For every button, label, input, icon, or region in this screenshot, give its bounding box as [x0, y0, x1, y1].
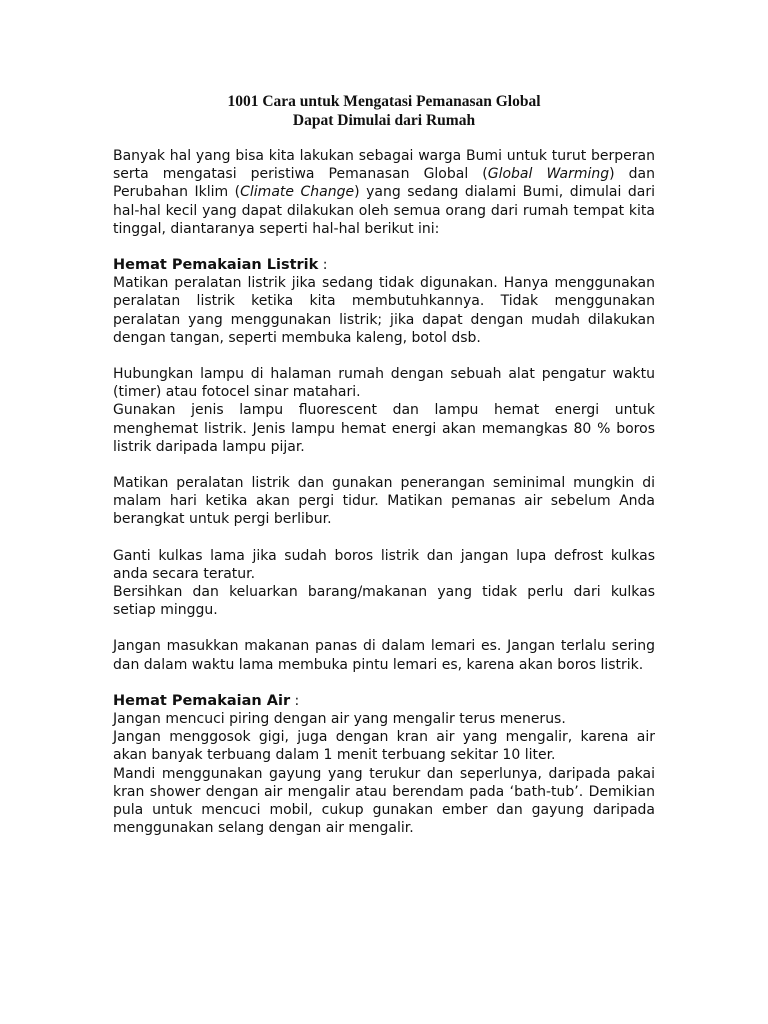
document-title — [113, 92, 655, 130]
listrik-paragraph-6: Bersihkan dan keluarkan barang/makanan yang tidak perlu dari kulkas setiap minggu. — [113, 584, 655, 619]
air-paragraph-1: Jangan mencuci piring dengan air yang mengalir terus menerus. — [113, 711, 566, 728]
air-paragraph-3: Mandi menggunakan gayung yang terukur dan seperlunya, daripada pakai kran shower dengan air mengalir atau berendam pada ‘bath-tub’. Demikian pula untuk mencuci mobil, cukup gunakan ember dan gayung daripada menggunakan selang dengan air mengalir. — [113, 765, 655, 837]
spacer — [113, 238, 655, 256]
intro-text-1: Banyak hal yang bisa kita lakukan sebagai warga Bumi untuk turut berperan serta mengatasi peristiwa Pemanasan Global ( — [113, 148, 655, 183]
air-paragraph-2: Jangan menggosok gigi, juga dengan kran air yang mengalir, karena air akan banyak terbuang dalam 1 menit terbuang sekitar 10 liter. — [113, 729, 655, 764]
intro-italic-global-warming: Global Warming — [487, 166, 610, 183]
heading-listrik-label: Hemat Pemakaian Listrik — [113, 257, 319, 274]
listrik-paragraph-4: Matikan peralatan listrik dan gunakan penerangan seminimal mungkin di malam hari ketika akan pergi tidur. Matikan pemanas air sebelum Anda berangkat untuk pergi berlibur. — [113, 475, 655, 528]
intro-italic-climate-change: Climate Change — [240, 184, 355, 201]
spacer — [113, 456, 655, 474]
spacer — [113, 674, 655, 692]
spacer — [113, 619, 655, 637]
spacer — [113, 347, 655, 365]
listrik-paragraph-2: Hubungkan lampu di halaman rumah dengan sebuah alat pengatur waktu (timer) atau fotocel sinar matahari. — [113, 366, 655, 401]
intro-text-2: ) dan Perubahan Iklim ( — [113, 166, 655, 201]
listrik-paragraph-5: Ganti kulkas lama jika sudah boros listrik dan jangan lupa defrost kulkas anda secara teratur. — [113, 547, 655, 582]
title-line-1: 1001 Cara untuk Mengatasi Pemanasan Global — [227, 93, 541, 110]
section-heading-air — [113, 692, 655, 710]
intro-text-3: ) yang sedang dialami Bumi, dimulai dari hal-hal kecil yang dapat dilakukan oleh semua orang dari rumah tempat kita tinggal, diantaranya seperti hal-hal berikut ini: — [113, 184, 655, 237]
listrik-paragraph-7: Jangan masukkan makanan panas di dalam lemari es. Jangan terlalu sering dan dalam waktu lama membuka pintu lemari es, karena akan boros listrik. — [113, 638, 655, 673]
listrik-paragraph-3: Gunakan jenis lampu fluorescent dan lampu hemat energi untuk menghemat listrik. Jenis lampu hemat energi akan memangkas 80 % boros listrik daripada lampu pijar. — [113, 402, 655, 455]
document-page — [113, 92, 655, 838]
spacer — [113, 529, 655, 547]
section-heading-listrik — [113, 256, 655, 274]
title-line-2: Dapat Dimulai dari Rumah — [292, 112, 476, 129]
heading-listrik-suffix: : — [318, 257, 328, 274]
listrik-paragraph-1: Matikan peralatan listrik jika sedang tidak digunakan. Hanya menggunakan peralatan listrik ketika kita membutuhkannya. Tidak menggunakan peralatan yang menggunakan listrik; jika dapat dengan mudah dilakukan dengan tangan, seperti membuka kaleng, botol dsb. — [113, 275, 655, 346]
intro-paragraph — [113, 147, 655, 238]
heading-air-label: Hemat Pemakaian Air — [113, 692, 291, 709]
heading-air-suffix: : — [290, 692, 300, 709]
